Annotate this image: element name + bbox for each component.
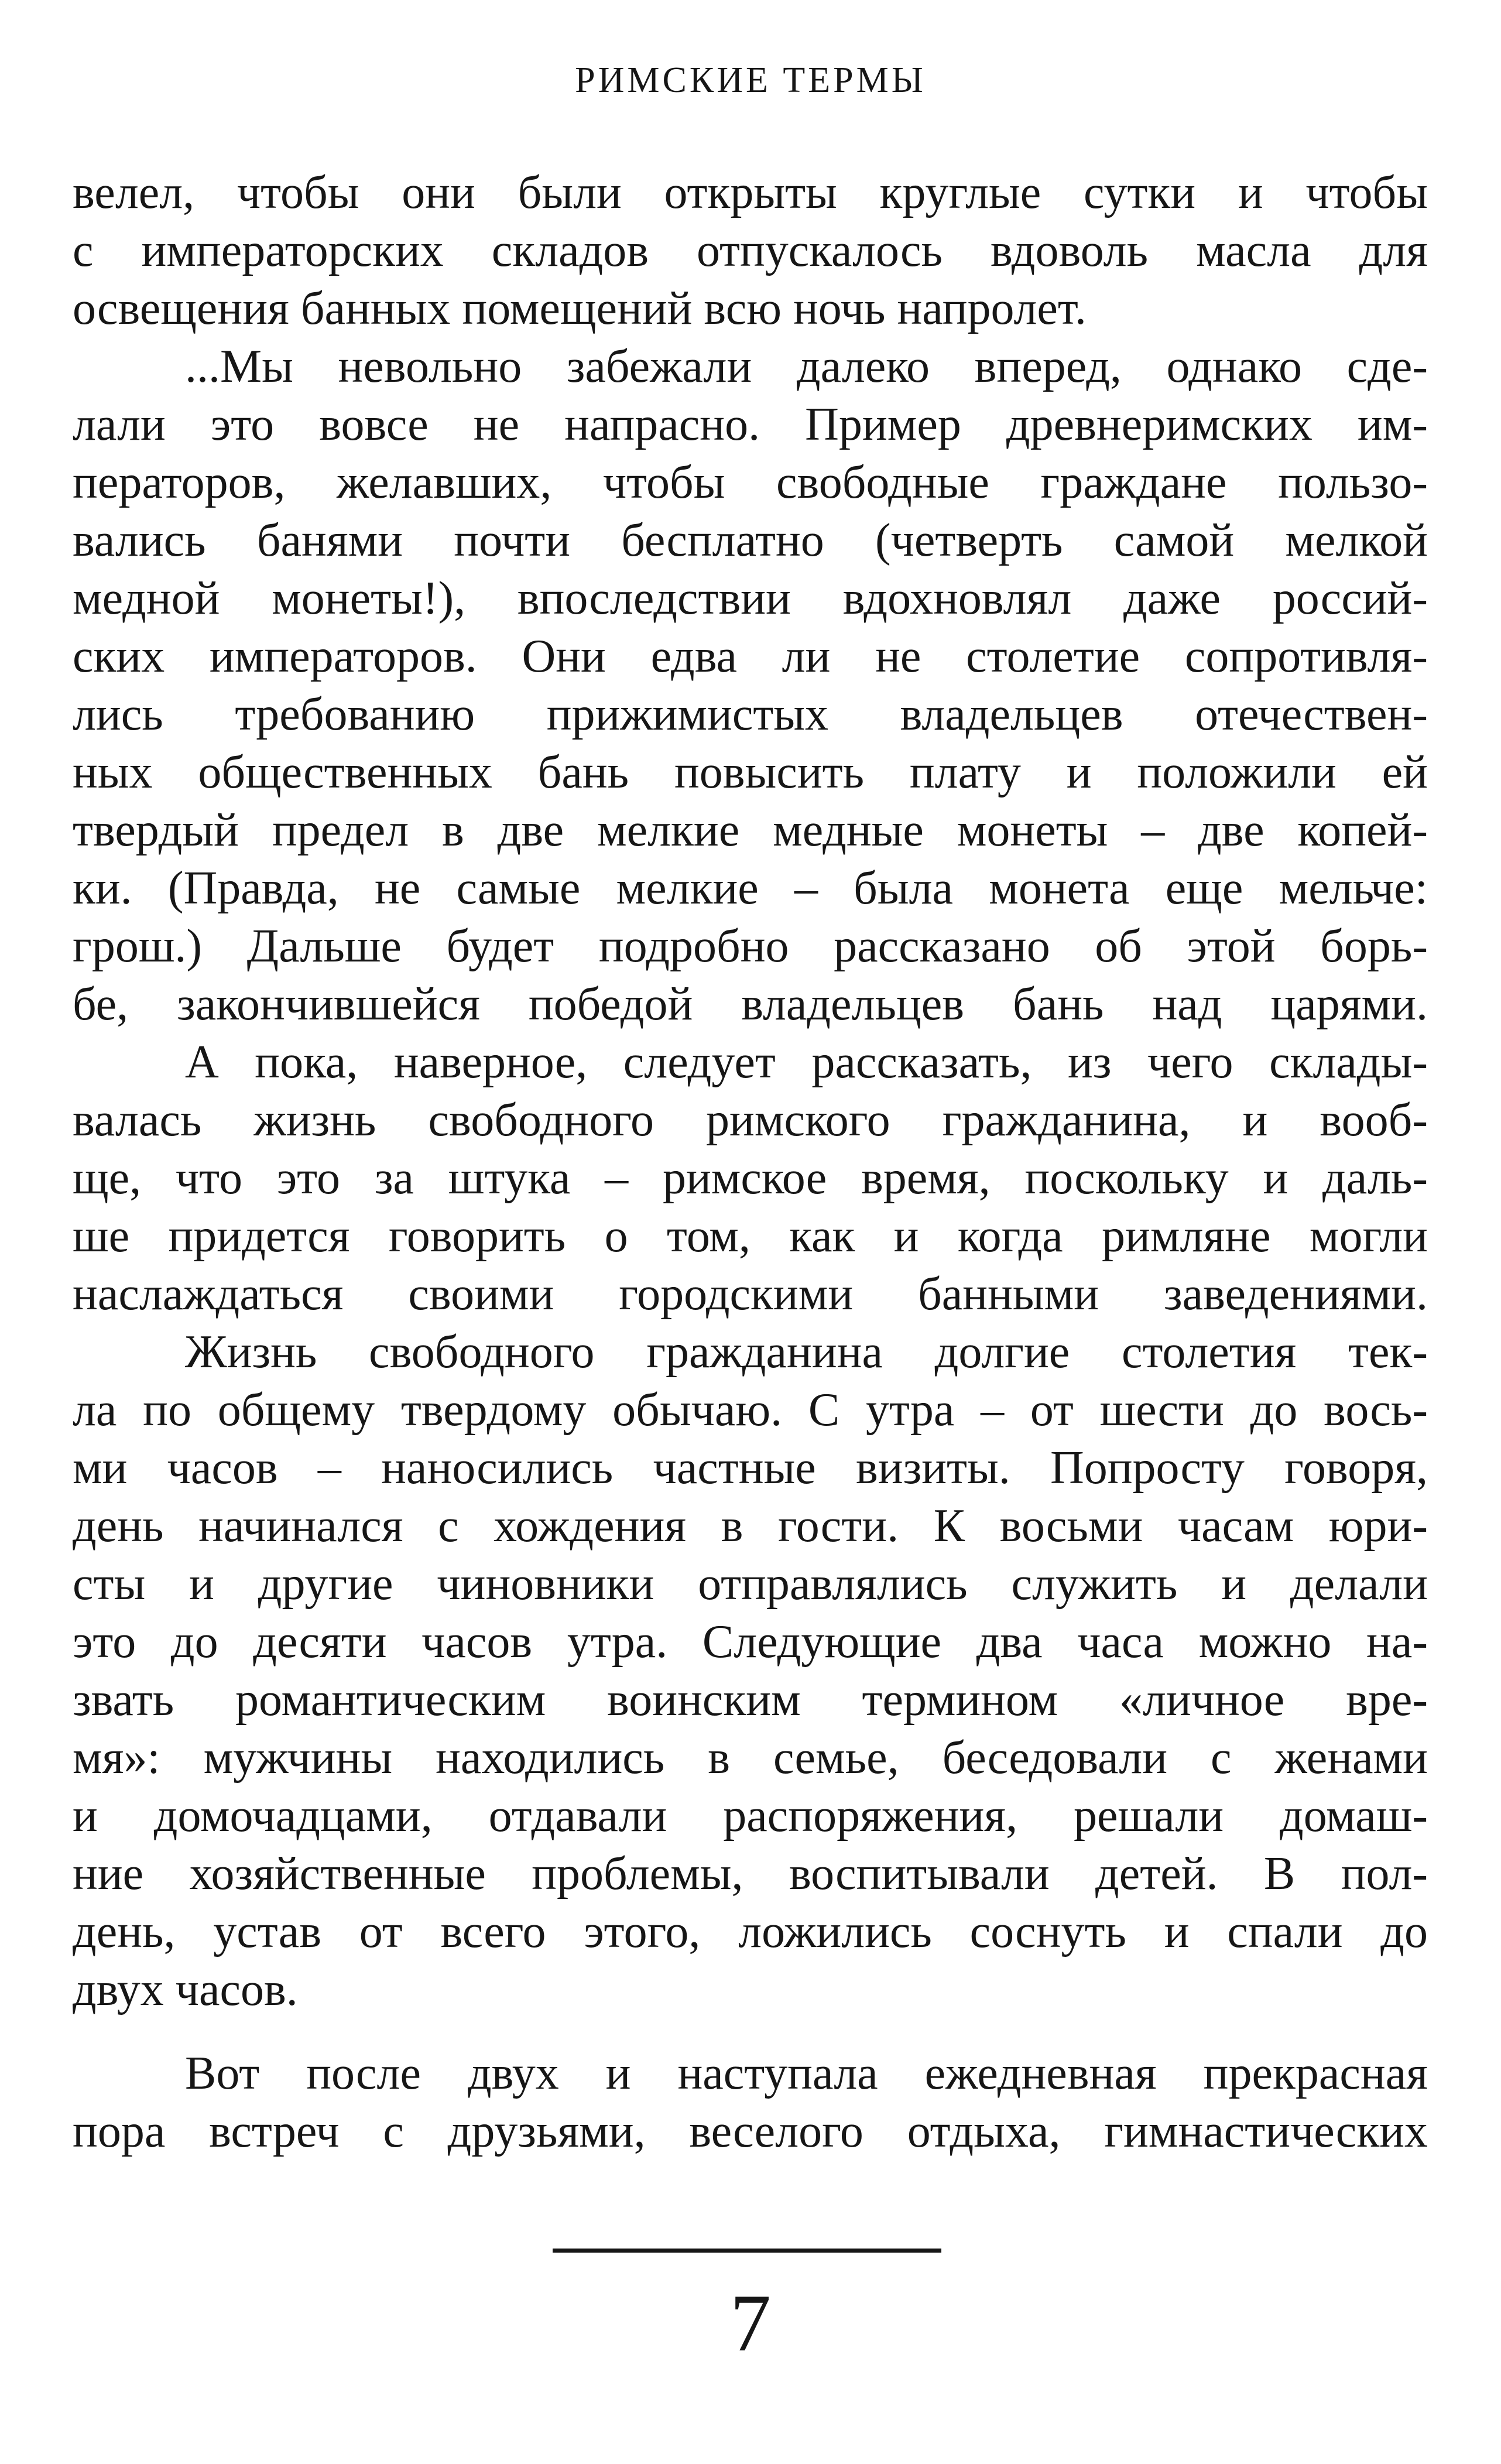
text-line: и домочадцами, отдавали распоряжения, решали домаш- (73, 1790, 1428, 1842)
text-line: вались банями почти бесплатно (четверть самой мелкой (73, 515, 1428, 566)
body-text (73, 164, 1428, 2161)
text-line: ше придется говорить о том, как и когда римляне могли (73, 1210, 1428, 1262)
text-line: наслаждаться своими городскими банными заведениями. (73, 1268, 1428, 1320)
text-line: твердый предел в две мелкие медные монеты – две копей- (73, 805, 1428, 856)
text-line: ще, что это за штука – римское время, поскольку и даль- (73, 1152, 1428, 1204)
paragraph-5 (73, 2045, 1428, 2161)
paragraph-spacer (73, 2019, 1428, 2045)
paragraph-3 (73, 1033, 1428, 1323)
paragraph-1 (73, 164, 1428, 338)
text-line: ние хозяйственные проблемы, воспитывали детей. В пол- (73, 1848, 1428, 1900)
text-line: звать романтическим воинским термином «личное вре- (73, 1674, 1428, 1726)
text-line: ских императоров. Они едва ли не столетие сопротивля- (73, 631, 1428, 682)
text-line: велел, чтобы они были открыты круглые сутки и чтобы (73, 167, 1428, 218)
text-line: Жизнь свободного гражданина долгие столетия тек- (185, 1326, 1428, 1378)
text-line: это до десяти часов утра. Следующие два часа можно на- (73, 1616, 1428, 1668)
text-line: медной монеты!), впоследствии вдохновлял даже россий- (73, 573, 1428, 624)
paragraph-4 (73, 1323, 1428, 2019)
text-line: валась жизнь свободного римского гражданина, и вооб- (73, 1094, 1428, 1146)
page-number: 7 (730, 2278, 771, 2369)
text-line: ных общественных бань повысить плату и положили ей (73, 747, 1428, 798)
text-line: день, устав от всего этого, ложились соснуть и спали до (73, 1906, 1428, 1957)
text-line: ки. (Правда, не самые мелкие – была монета еще мельче: (73, 863, 1428, 914)
text-line: сты и другие чиновники отправлялись служить и делали (73, 1558, 1428, 1610)
text-line: ...Мы невольно забежали далеко вперед, однако сде- (185, 341, 1428, 392)
text-line: ператоров, желавших, чтобы свободные граждане пользо- (73, 457, 1428, 508)
text-line: пора встреч с друзьями, веселого отдыха, гимнастических (73, 2106, 1428, 2157)
text-line: с императорских складов отпускалось вдоволь масла для (73, 225, 1428, 276)
text-line: бе, закончившейся победой владельцев бань над царями. (73, 978, 1428, 1030)
text-line: день начинался с хождения в гости. К восьми часам юри- (73, 1500, 1428, 1552)
text-line: лали это вовсе не напрасно. Пример древнеримских им- (73, 399, 1428, 450)
text-line: ла по общему твердому обычаю. С утра – от шести до вось- (73, 1384, 1428, 1436)
text-line: освещения банных помещений всю ночь напролет. (73, 283, 1087, 334)
text-line: грош.) Дальше будет подробно рассказано об этой борь- (73, 920, 1428, 972)
footer-rule (553, 2249, 941, 2253)
text-line: ми часов – наносились частные визиты. Попросту говоря, (73, 1442, 1428, 1494)
text-line: А пока, наверное, следует рассказать, из чего склады- (185, 1036, 1428, 1088)
running-head: РИМСКИЕ ТЕРМЫ (575, 60, 926, 100)
text-line: Вот после двух и наступала ежедневная прекрасная (185, 2048, 1428, 2099)
text-line: лись требованию прижимистых владельцев отечествен- (73, 689, 1428, 740)
paragraph-2 (73, 338, 1428, 1033)
text-line: мя»: мужчины находились в семье, беседовали с женами (73, 1732, 1428, 1784)
text-line: двух часов. (73, 1964, 298, 2015)
